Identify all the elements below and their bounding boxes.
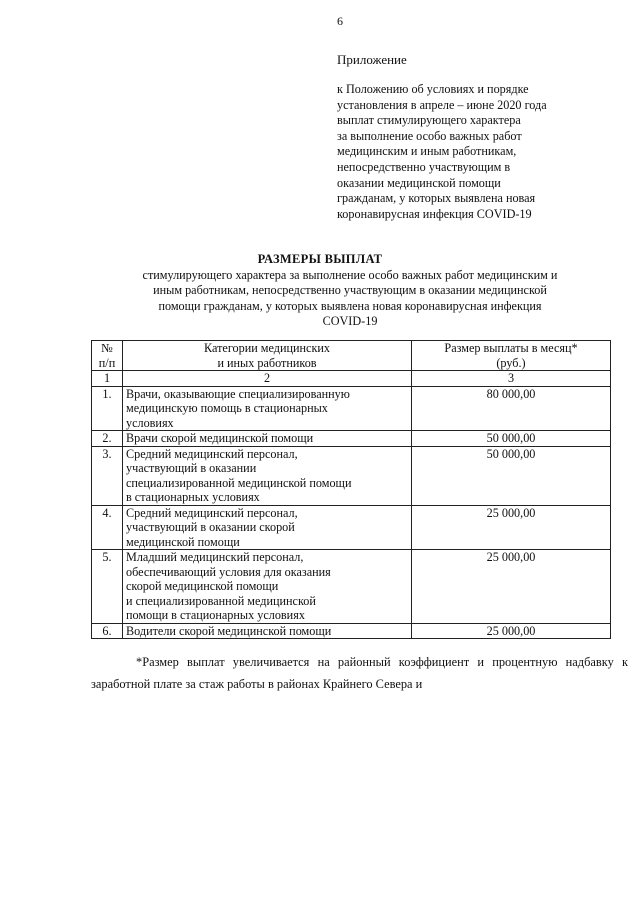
column-index-row <box>92 371 611 387</box>
table-row <box>92 386 611 431</box>
footnote: *Размер выплат увеличивается на районный коэффициент и процентную надбавку к заработной плате за стаж работы в районах Крайнего Севера и <box>91 655 628 691</box>
appendix-line: выплат стимулирующего характера <box>337 113 521 128</box>
appendix-title: Приложение <box>337 52 407 67</box>
document-subtitle <box>80 268 620 330</box>
row-category: Врачи, оказывающие специализированную медицинскую помощь в стационарных условиях <box>123 386 412 431</box>
row-num: 4. <box>92 505 123 550</box>
column-index: 1 <box>92 371 123 387</box>
page-number: 6 <box>337 14 343 28</box>
subtitle-line: помощи гражданам, у которых выявлена новая коронавирусная инфекция <box>158 298 542 313</box>
header-amount: Размер выплаты в месяц* (руб.) <box>412 341 611 371</box>
row-amount: 80 000,00 <box>412 386 611 431</box>
column-index: 3 <box>412 371 611 387</box>
appendix-line: коронавирусная инфекция COVID-19 <box>337 206 532 221</box>
header-num: № п/п <box>92 341 123 371</box>
header-category: Категории медицинских и иных работников <box>123 341 412 371</box>
appendix-line: непосредственно участвующим в <box>337 159 511 174</box>
row-num: 3. <box>92 446 123 505</box>
row-amount: 50 000,00 <box>412 431 611 447</box>
row-category: Средний медицинский персонал, участвующий в оказании специализированной медицинской помощи в стационарных условиях <box>123 446 412 505</box>
table-row <box>92 431 611 447</box>
table-header-row <box>92 341 611 371</box>
row-category: Средний медицинский персонал, участвующий в оказании скорой медицинской помощи <box>123 505 412 550</box>
table-row <box>92 446 611 505</box>
row-num: 2. <box>92 431 123 447</box>
row-num: 6. <box>92 623 123 639</box>
subtitle-line: COVID-19 <box>322 314 378 329</box>
table-row <box>92 550 611 624</box>
table-row <box>92 505 611 550</box>
row-num: 5. <box>92 550 123 624</box>
row-amount: 50 000,00 <box>412 446 611 505</box>
appendix-line: за выполнение особо важных работ <box>337 128 522 143</box>
payments-table <box>91 340 611 639</box>
appendix-line: медицинским и иным работникам, <box>337 144 517 159</box>
appendix-text <box>337 82 627 222</box>
document-title: РАЗМЕРЫ ВЫПЛАТ <box>257 252 383 266</box>
appendix-line: оказании медицинской помощи <box>337 175 501 190</box>
row-category: Водители скорой медицинской помощи <box>123 623 412 639</box>
row-num: 1. <box>92 386 123 431</box>
appendix-line: гражданам, у которых выявлена новая <box>337 191 536 206</box>
table-row <box>92 623 611 639</box>
appendix-line: к Положению об условиях и порядке <box>337 82 529 96</box>
row-category: Младший медицинский персонал, обеспечивающий условия для оказания скорой медицинской помощи и специализированной медицинской помощи в стационарных условиях <box>123 550 412 624</box>
row-amount: 25 000,00 <box>412 550 611 624</box>
appendix-line: установления в апреле – июне 2020 года <box>337 97 547 112</box>
column-index: 2 <box>123 371 412 387</box>
subtitle-line: стимулирующего характера за выполнение особо важных работ медицинским и <box>142 268 558 282</box>
row-amount: 25 000,00 <box>412 623 611 639</box>
subtitle-line: иным работникам, непосредственно участвующим в оказании медицинской <box>153 283 547 298</box>
row-amount: 25 000,00 <box>412 505 611 550</box>
row-category: Врачи скорой медицинской помощи <box>123 431 412 447</box>
